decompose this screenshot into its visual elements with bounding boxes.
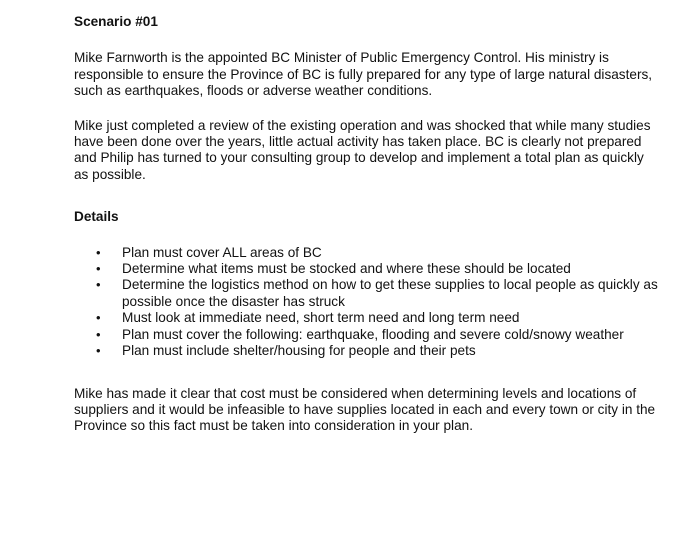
scenario-title: Scenario #01 xyxy=(74,14,158,29)
bullet-icon: • xyxy=(96,326,101,342)
list-item xyxy=(96,326,660,343)
list-item-text: Plan must cover ALL areas of BC xyxy=(122,244,322,260)
list-item xyxy=(96,310,660,326)
list-item xyxy=(96,244,660,261)
list-item-text: Plan must cover the following: earthquake, flooding and severe cold/snowy weather xyxy=(122,326,624,342)
intro-paragraph: Mike Farnworth is the appointed BC Minister of Public Emergency Control. His ministry is responsible to ensure the Province of BC is fully prepared for any type of large natural disasters, such as earthquakes, floods or adverse weather conditions. xyxy=(74,50,653,99)
bullet-icon: • xyxy=(96,244,101,260)
list-item xyxy=(96,343,660,359)
bullet-icon: • xyxy=(96,343,101,359)
list-item-text: Determine the logistics method on how to get these supplies to local people as quickly as possible once the disaster has struck xyxy=(122,277,658,309)
review-paragraph: Mike just completed a review of the existing operation and was shocked that while many studies have been done over the years, little actual activity has taken place. BC is clearly not prepared and Philip has turned to your consulting group to develop and implement a total plan as quickly as possible. xyxy=(74,117,651,182)
list-item-text: Must look at immediate need, short term need and long term need xyxy=(122,310,520,326)
list-item-text: Determine what items must be stocked and where these should be located xyxy=(122,261,571,277)
list-item xyxy=(96,261,660,277)
bullet-icon: • xyxy=(96,261,101,277)
details-heading: Details xyxy=(74,209,119,225)
details-list xyxy=(74,245,660,360)
bullet-icon: • xyxy=(96,310,101,326)
list-item xyxy=(96,277,660,310)
bullet-icon: • xyxy=(96,277,101,293)
list-item-text: Plan must include shelter/housing for people and their pets xyxy=(122,343,476,359)
cost-paragraph: Mike has made it clear that cost must be considered when determining levels and locations of suppliers and it would be infeasible to have supplies located in each and every town or city in the Province so this fact must be taken into consideration in your plan. xyxy=(74,385,656,434)
